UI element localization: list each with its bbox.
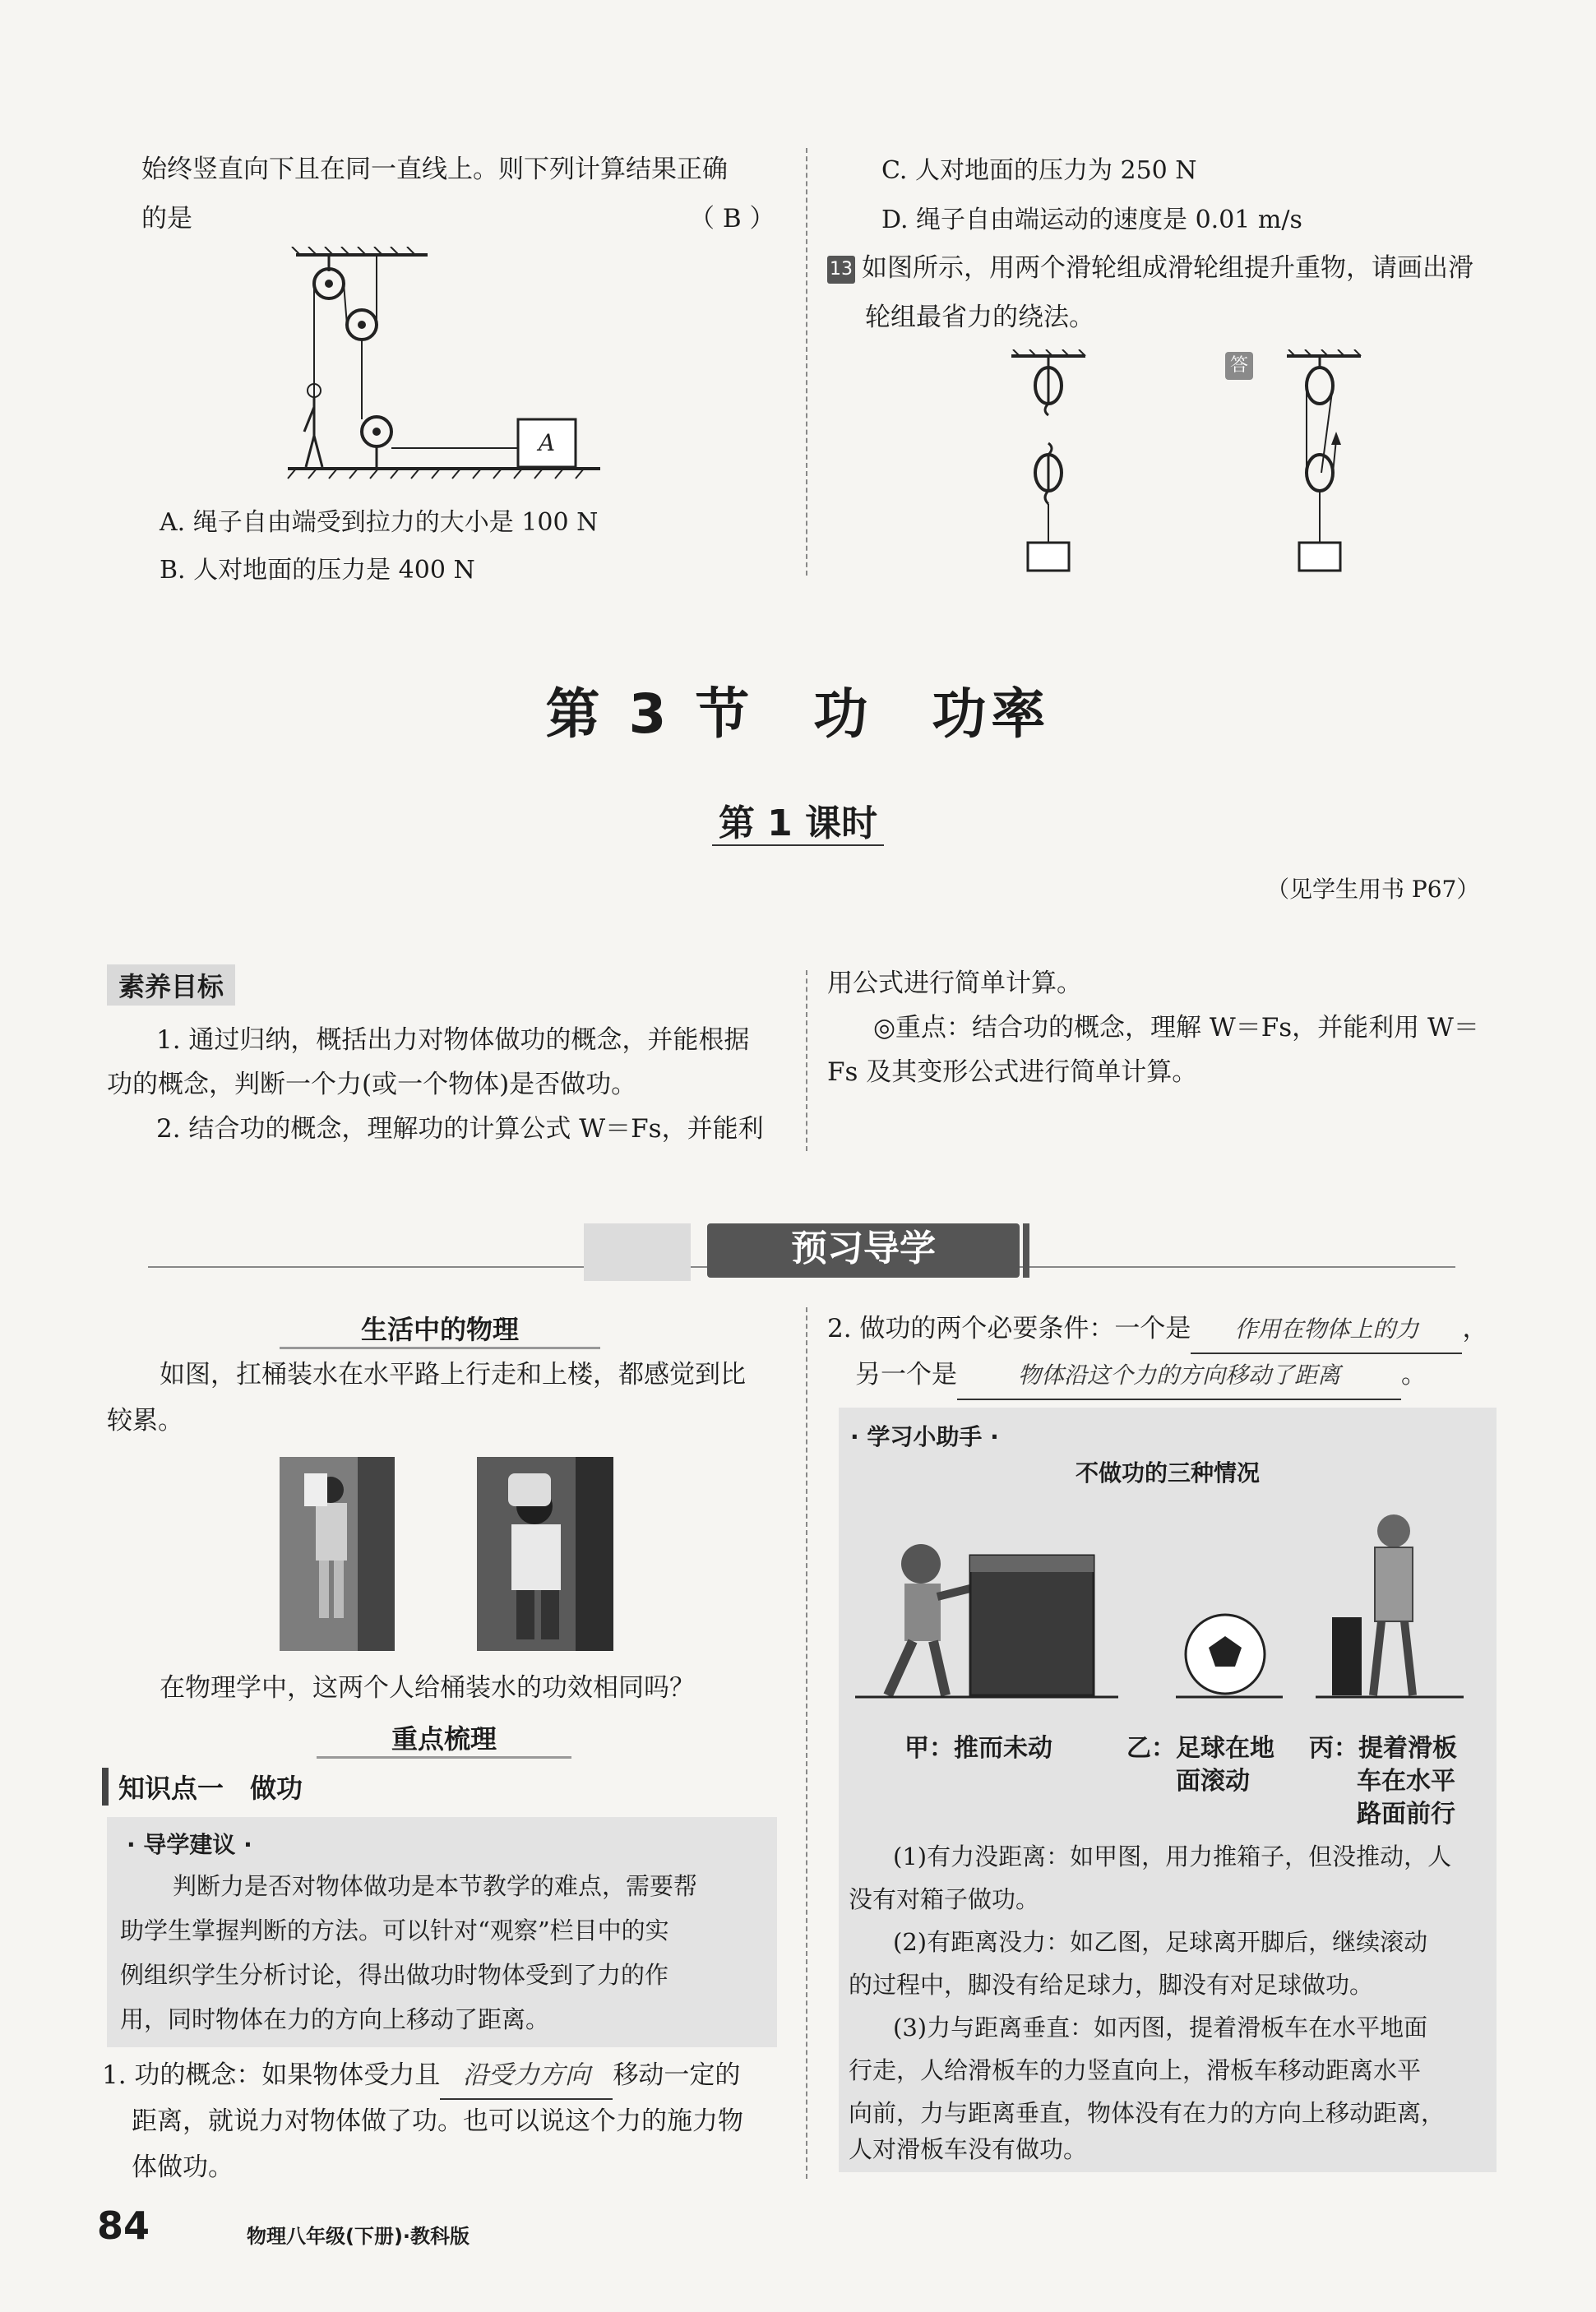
goal-line: 功的概念，判断一个力(或一个物体)是否做功。 bbox=[107, 1070, 637, 1099]
banner-end bbox=[1023, 1223, 1029, 1278]
case-caption-yi-cont: 面滚动 bbox=[1176, 1767, 1250, 1796]
goal-line: 1. 通过归纳，概括出力对物体做功的概念，并能根据 bbox=[156, 1025, 750, 1055]
guide-line: 例组织学生分析讨论，得出做功时物体受到了力的作 bbox=[120, 1961, 669, 1989]
question-number: 13 bbox=[827, 256, 855, 284]
case-explanation: 的过程中，脚没有给足球力，脚没有对足球做功。 bbox=[849, 1971, 1374, 1999]
question-text-line: 的是 bbox=[141, 204, 192, 234]
case-caption-bing: 丙：提着滑板 bbox=[1309, 1734, 1457, 1763]
concept-line: 距离，就说力对物体做了功。也可以说这个力的施力物 bbox=[132, 2106, 743, 2136]
section-title: 第 3 节 功 功率 bbox=[545, 682, 1051, 746]
key-points-head: 重点梳理 bbox=[317, 1718, 571, 1759]
question-13 bbox=[827, 245, 1473, 291]
concept-line: 体做功。 bbox=[132, 2152, 234, 2182]
banner-accent bbox=[584, 1223, 691, 1281]
column-divider bbox=[806, 1307, 807, 2179]
life-question: 在物理学中，这两个人给桶装水的功效相同吗？ bbox=[160, 1673, 695, 1703]
banner-title: 预习导学 bbox=[707, 1223, 1020, 1278]
guide-line: 助学生掌握判断的方法。可以针对“观察”栏目中的实 bbox=[120, 1917, 669, 1944]
answer-blank-3: 物体沿这个力的方向移动了距离 bbox=[957, 1353, 1401, 1400]
goal-line: 2. 结合功的概念，理解功的计算公式 W＝Fs，并能利 bbox=[156, 1114, 764, 1144]
conditions-text: 另一个是 bbox=[855, 1360, 957, 1390]
pulley-answer-diagram bbox=[1279, 349, 1377, 580]
conditions-line bbox=[827, 1306, 1487, 1354]
lesson-title-wrap bbox=[0, 793, 1596, 846]
guide-line: 用，同时物体在力的方向上移动了距离。 bbox=[120, 2005, 550, 2033]
case-caption-jia: 甲：推而未动 bbox=[904, 1734, 1052, 1763]
option-c: C. 人对地面的压力为 250 N bbox=[881, 156, 1197, 185]
column-divider bbox=[806, 148, 807, 576]
reference-note: （见学生用书 P67） bbox=[1266, 876, 1480, 903]
goals-tag: 素养目标 bbox=[107, 964, 235, 1006]
case-explanation: (3)力与距离垂直：如丙图，提着滑板车在水平地面 bbox=[893, 2014, 1428, 2041]
helper-subtitle: 不做功的三种情况 bbox=[1075, 1459, 1260, 1487]
question-13-text-cont: 轮组最省力的绕法。 bbox=[865, 303, 1094, 332]
page-number: 84 bbox=[97, 2203, 150, 2248]
photo-stairs bbox=[477, 1457, 613, 1651]
three-cases-illustration bbox=[855, 1498, 1480, 1720]
conditions-line bbox=[855, 1352, 1427, 1400]
case-explanation: 没有对箱子做功。 bbox=[849, 1885, 1040, 1913]
concept-text: 移动一定的 bbox=[613, 2060, 741, 2090]
pulley-question-diagram bbox=[1003, 349, 1102, 580]
column-divider bbox=[806, 970, 807, 1151]
goal-line: 用公式进行简单计算。 bbox=[827, 969, 1082, 998]
case-explanation: 向前，力与距离垂直，物体没有在力的方向上移动距离， bbox=[849, 2099, 1446, 2127]
concept-text: 1. 功的概念：如果物体受力且 bbox=[102, 2060, 441, 2090]
case-caption-bing-cont: 路面前行 bbox=[1357, 1800, 1455, 1829]
question-13-text: 如图所示，用两个滑轮组成滑轮组提升重物，请画出滑 bbox=[862, 253, 1473, 283]
conditions-text: ， bbox=[1462, 1314, 1488, 1343]
question-text-line: 始终竖直向下且在同一直线上。则下列计算结果正确 bbox=[141, 155, 728, 184]
guide-title: · 导学建议 · bbox=[127, 1831, 252, 1858]
case-caption-bing-cont: 车在水平 bbox=[1357, 1767, 1455, 1796]
concept-line bbox=[102, 2052, 740, 2100]
photo-walking bbox=[280, 1457, 395, 1651]
book-title: 物理八年级(下册)·教科版 bbox=[247, 2225, 470, 2248]
case-caption-yi: 乙：足球在地 bbox=[1126, 1734, 1274, 1763]
life-physics-head: 生活中的物理 bbox=[280, 1309, 600, 1349]
guide-line: 判断力是否对物体做功是本节教学的难点，需要帮 bbox=[173, 1872, 698, 1900]
answer-blank-2: 作用在物体上的力 bbox=[1191, 1306, 1462, 1354]
life-text: 较累。 bbox=[107, 1406, 183, 1436]
case-explanation: (1)有力没距离：如甲图，用力推箱子，但没推动，人 bbox=[893, 1843, 1452, 1870]
knowledge-point-1: 知识点一 做功 bbox=[102, 1768, 303, 1806]
answer-choice: （ B ） bbox=[689, 204, 775, 234]
helper-box bbox=[839, 1408, 1497, 2172]
guide-box bbox=[107, 1817, 777, 2047]
conditions-text: 。 bbox=[1401, 1360, 1427, 1390]
option-b: B. 人对地面的压力是 400 N bbox=[160, 556, 475, 585]
block-label: A bbox=[538, 429, 556, 456]
option-d: D. 绳子自由端运动的速度是 0.01 m/s bbox=[881, 206, 1302, 234]
life-text: 如图，扛桶装水在水平路上行走和上楼，都感觉到比 bbox=[160, 1360, 746, 1390]
case-explanation: (2)有距离没力：如乙图，足球离开脚后，继续滚动 bbox=[893, 1928, 1428, 1956]
conditions-text: 2. 做功的两个必要条件：一个是 bbox=[827, 1314, 1191, 1343]
case-explanation: 行走，人给滑板车的力竖直向上，滑板车移动距离水平 bbox=[849, 2056, 1422, 2084]
answer-blank-1: 沿受力方向 bbox=[440, 2052, 613, 2100]
helper-title: · 学习小助手 · bbox=[850, 1423, 999, 1450]
pulley-diagram bbox=[280, 247, 608, 493]
option-a: A. 绳子自由端受到拉力的大小是 100 N bbox=[160, 508, 599, 537]
answer-tag: 答 bbox=[1225, 352, 1253, 380]
goal-key-point-cont: Fs 及其变形公式进行简单计算。 bbox=[827, 1057, 1198, 1087]
case-explanation: 人对滑板车没有做功。 bbox=[849, 2135, 1088, 2163]
lesson-title: 第 1 课时 bbox=[712, 802, 884, 846]
goal-key-point: ◎重点：结合功的概念，理解 W＝Fs，并能利用 W＝ bbox=[873, 1013, 1479, 1043]
